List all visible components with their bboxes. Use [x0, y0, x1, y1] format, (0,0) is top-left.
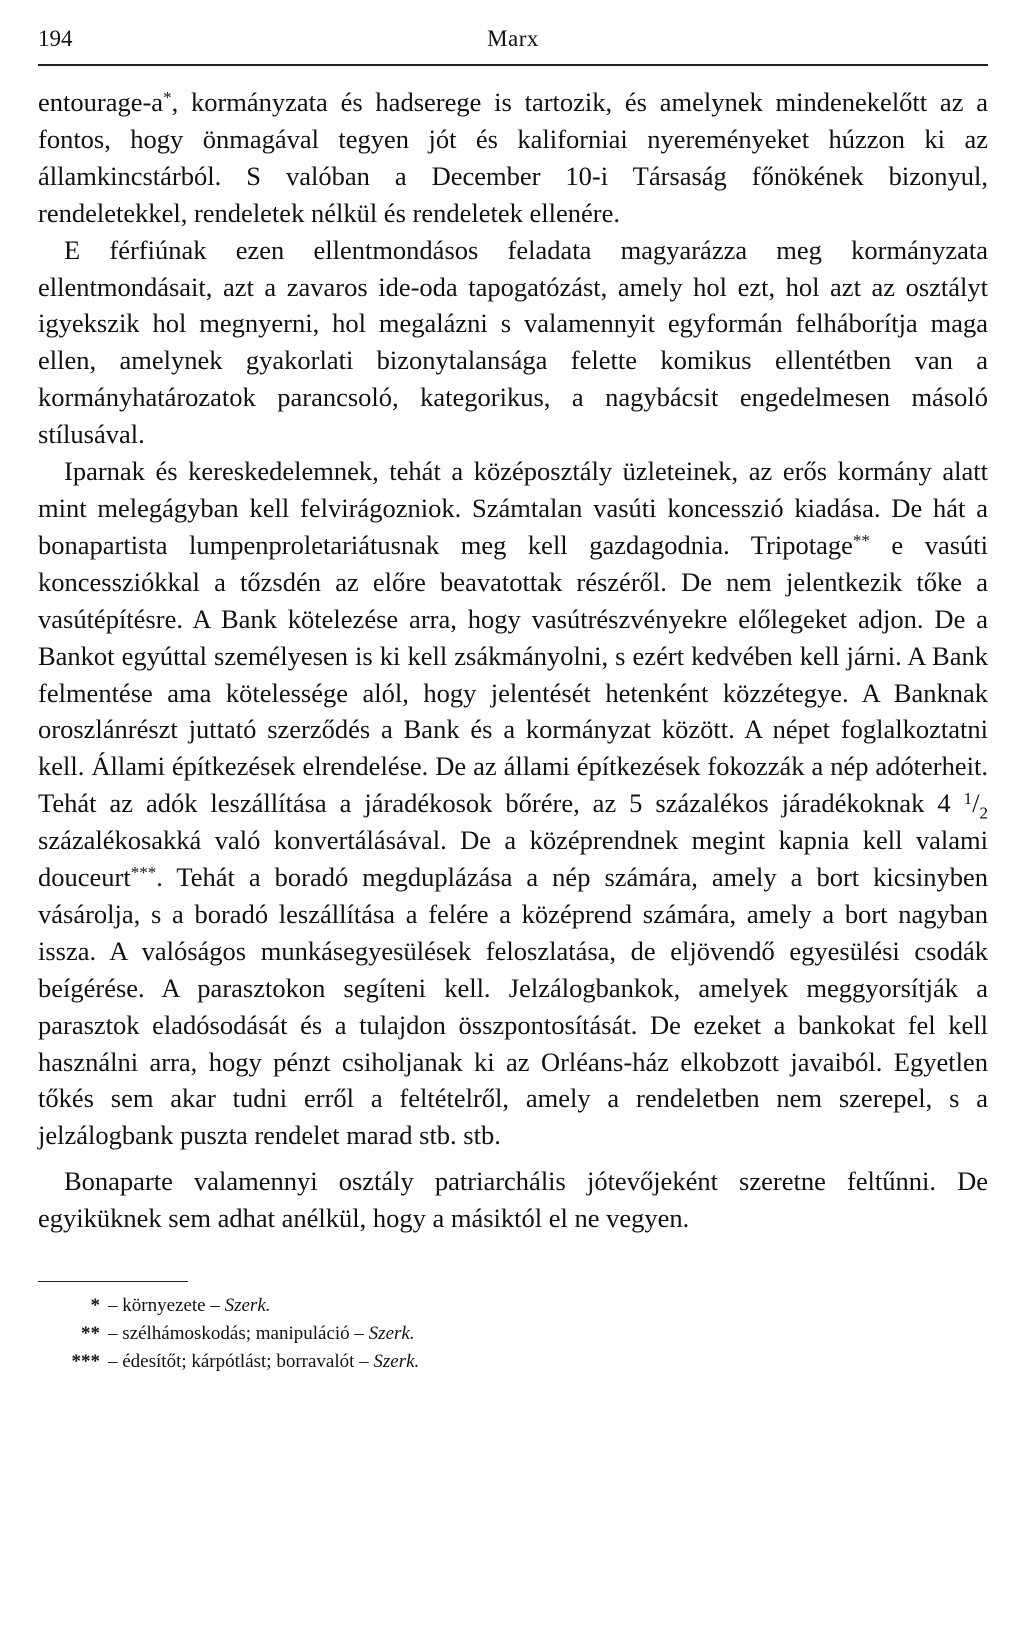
footnotes — [38, 1292, 988, 1376]
footnote-3 — [38, 1348, 988, 1376]
paragraph-4: Bonaparte valamennyi osztály patriarchális jótevőjeként szeretne feltűnni. De egyiküknek sem adhat anélkül, hogy a másiktól el ne vegyen. — [38, 1166, 988, 1234]
footnote-2 — [38, 1320, 988, 1348]
footnote-text: – szélhámoskodás; manipuláció – — [108, 1323, 364, 1345]
footnote-mark: *** — [71, 1351, 100, 1373]
footnote-editor: Szerk. — [224, 1295, 271, 1317]
footnote-1 — [38, 1292, 988, 1320]
header-rule — [38, 64, 988, 66]
running-title: Marx — [487, 26, 539, 51]
paragraph-3: Iparnak és kereskedelemnek, tehát a középosztály üzleteinek, az erős kormány alatt mint melegágyban kell felvirágozniok. Számtalan vasúti koncesszió kiadása. De hát a bonapartista lumpenproletariátusnak meg kell gazdagodnia. Tripotage** e vasúti koncessziókkal a tőzsdén az előre beavatottak részéről. De nem jelentkezik tőke a vasútépítésre. A Bank kötelezése arra, hogy vasútrészvényekre előlegeket adjon. De a Bankot egyúttal személyesen is ki kell zsákmányolni, s ezért kedvében kell járni. A Bank felmentése ama kötelessége alól, hogy jelentését hetenként közzétegye. A Banknak oroszlánrészt juttató szerződés a Bank és a kormányzat között. A népet foglalkoztatni kell. Állami építkezések elrendelése. De az állami építkezések fokozzák a nép adóterheit. Tehát az adók leszállítása a járadékosok bőrére, az 5 százalékos járadékoknak 4 $^1/_2$ százalékosakká való konvertálásával. De a középrendnek megint kapnia kell valami douceurt***. Tehát a boradó megduplázása a nép számára, amely a bort kicsinyben vásárolja, s a boradó leszállítása a felére a középrend számára, amely a bort nagyban issza. A valóságos munkásegyesülések feloszlatása, de eljövendő egyesülési csodák beígérése. A parasztokon segíteni kell. Jelzálogbankok, amelyek meggyorsítják a parasztok eladósodását és a tulajdon összpontosítását. De ezeket a bankokat fel kell használni arra, hogy pénzt csiholjanak ki az Orléans-ház elkobzott javaiból. Egyetlen tőkés sem akar tudni erről a feltételről, amely a rendeletben nem szerepel, s a jelzálogbank puszta rendelet marad stb. stb. — [38, 456, 988, 1151]
footnote-mark: ** — [81, 1323, 100, 1345]
footnote-rule — [38, 1281, 188, 1282]
footnote-editor: Szerk. — [368, 1323, 415, 1345]
paragraph-1: entourage-a*, kormányzata és hadserege is tartozik, és amelynek mindenekelőtt az a fontos, hogy önmagával tegyen jót és kaliforniai nyereményeket húzzon ki az államkincstárból. S valóban a December 10-i Társaság főnökének bizonyul, rendeletekkel, rendeletek nélkül és rendeletek ellenére. — [38, 87, 988, 228]
paragraph-2: E férfiúnak ezen ellentmondásos feladata magyarázza meg kormányzata ellentmondásait, azt a zavaros ide-oda tapogatózást, amely hol ezt, hol azt az osztályt igyekszik hol megnyerni, hol megalázni s valamennyit egyformán felháborítja maga ellen, amelynek gyakorlati bizonytalansága felette komikus ellentétben van a kormányhatározatok parancsoló, kategorikus, a nagybácsit engedelmesen másoló stílusával. — [38, 234, 988, 450]
book-page — [38, 18, 988, 1376]
footnote-editor: Szerk. — [373, 1351, 420, 1373]
footnote-mark: * — [90, 1295, 100, 1317]
main-text — [38, 84, 988, 1237]
footnote-text: – környezete – — [108, 1295, 220, 1317]
page-number: 194 — [38, 26, 73, 51]
footnote-text: – édesítőt; kárpótlást; borravalót – — [108, 1351, 369, 1373]
running-head — [38, 18, 988, 58]
